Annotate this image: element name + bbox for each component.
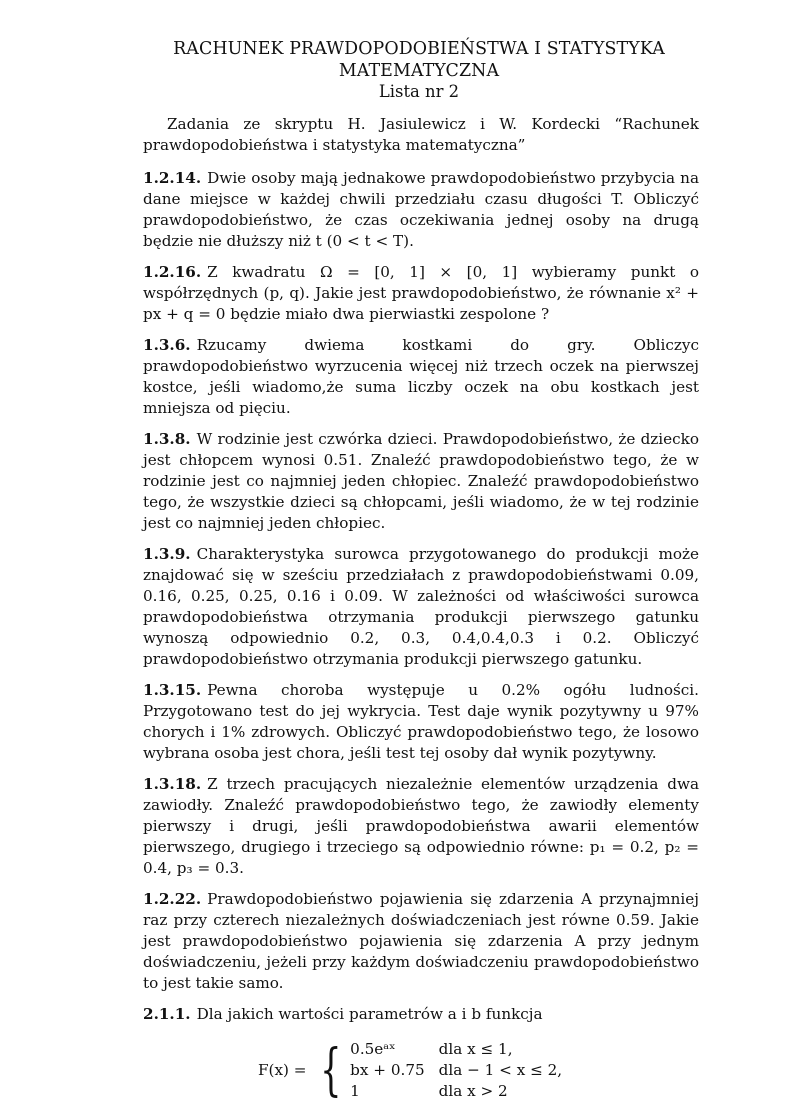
problem-list <box>143 168 699 1025</box>
problem-text: Charakterystyka surowca przygotowanego do produkcji może znajdować się w sześciu przedziałach z prawdopodobieństwami 0.09, 0.16, 0.25, 0.25, 0.16 i 0.09. W zależności od właściwości surowca prawdopodobieństwa otrzymania produkcji pierwszego gatunku wynoszą odpowiednio 0.2, 0.3, 0.4,0.4,0.3 i 0.2. Obliczyć prawdopodobieństwo otrzymania produkcji pierwszego gatunku. <box>143 545 699 668</box>
problem-number: 1.3.6. <box>143 336 191 354</box>
problem-text: W rodzinie jest czwórka dzieci. Prawdopodobieństwo, że dziecko jest chłopcem wynosi 0.51. Znaleźć prawdopodobieństwo tego, że w rodzinie jest co najmniej jeden chłopiec. Znaleźć prawdopodobieństwo tego, że wszystkie dzieci są chłopcami, jeśli wiadomo, że w tej rodzinie jest co najmniej jeden chłopiec. <box>143 430 699 532</box>
case-expression: 1 <box>350 1082 360 1100</box>
case-expression: 0.5eᵃˣ <box>350 1040 396 1058</box>
problem-item <box>143 774 699 879</box>
problem-item <box>143 544 699 670</box>
problem-number: 1.2.16. <box>143 263 202 281</box>
case-condition: dla x > 2 <box>438 1082 508 1100</box>
formula-cases <box>350 1039 562 1102</box>
problem-item <box>143 889 699 994</box>
problem-number: 1.2.22. <box>143 890 202 908</box>
problem-text: Rzucamy dwiema kostkami do gry. Obliczyc prawdopodobieństwo wyrzucenia więcej niż trzech oczek na pierwszej kostce, jeśli wiadomo,że suma liczby oczek na obu kostkach jest mniejsza od pięciu. <box>143 336 699 417</box>
problem-text: Z kwadratu Ω = [0, 1] × [0, 1] wybieramy punkt o współrzędnych (p, q). Jakie jest prawdopodobieństwo, że równanie x² + px + q = 0 będzie miało dwa pierwiastki zespolone ? <box>143 263 699 323</box>
document-title: RACHUNEK PRAWDOPODOBIEŃSTWA I STATYSTYKA <box>173 39 665 59</box>
problem-text: Prawdopodobieństwo pojawienia się zdarzenia A przynajmniej raz przy czterech niezależnych doświadczeniach jest równe 0.59. Jakie jest prawdopodobieństwo pojawienia się zdarzenia A przy jednym doświadczeniu, jeżeli przy każdym doświadczeniu prawdopodobieństwo to jest takie samo. <box>143 890 699 992</box>
problem-item <box>143 429 699 534</box>
document-subtitle: Lista nr 2 <box>378 82 460 101</box>
problem-text: Pewna choroba występuje u 0.2% ogółu ludności. Przygotowano test do jej wykrycia. Test daje wynik pozytywny u 97% chorych i 1% zdrowych. Obliczyć prawdopodobieństwo tego, że losowo wybrana osoba jest chora, jeśli test tej osoby dał wynik pozytywny. <box>143 681 699 762</box>
document-title-line2: MATEMATYCZNA <box>338 61 500 81</box>
problem-item <box>143 335 699 419</box>
formula-brace: { <box>319 1037 342 1103</box>
problem-number: 1.2.14. <box>143 169 202 187</box>
problem-number: 2.1.1. <box>143 1005 191 1023</box>
header <box>139 38 699 102</box>
problem-item <box>143 680 699 764</box>
piecewise-formula <box>258 1039 699 1102</box>
problem-text: Z trzech pracujących niezależnie elementów urządzenia dwa zawiodły. Znaleźć prawdopodobieństwo tego, że zawiodły elementy pierwszy i drugi, jeśli prawdopodobieństwa awarii elementów pierwszego, drugiego i trzeciego są odpowiednio równe: p₁ = 0.2, p₂ = 0.4, p₃ = 0.3. <box>143 775 699 877</box>
case-condition: dla − 1 < x ≤ 2, <box>438 1061 563 1079</box>
case-expression: bx + 0.75 <box>350 1061 425 1079</box>
problem-item <box>143 262 699 325</box>
problem-item <box>143 168 699 252</box>
intro-paragraph: Zadania ze skryptu H. Jasiulewicz i W. Kordecki “Rachunek prawdopodobieństwa i statystyka matematyczna” <box>143 115 699 154</box>
problem-number: 1.3.15. <box>143 681 202 699</box>
problem-item <box>143 1004 699 1025</box>
problem-text: Dwie osoby mają jednakowe prawdopodobieństwo przybycia na dane miejsce w każdej chwili przedziału czasu długości T. Obliczyć prawdopodobieństwo, że czas oczekiwania jednej osoby na drugą będzie nie dłuższy niż t (0 < t < T). <box>143 169 699 250</box>
problem-number: 1.3.8. <box>143 430 191 448</box>
formula-lhs: F(x) = <box>258 1061 307 1079</box>
case-condition: dla x ≤ 1, <box>438 1040 513 1058</box>
problem-number: 1.3.18. <box>143 775 202 793</box>
problem-number: 1.3.9. <box>143 545 191 563</box>
problem-text: Dla jakich wartości parametrów a i b funkcja <box>196 1005 543 1023</box>
